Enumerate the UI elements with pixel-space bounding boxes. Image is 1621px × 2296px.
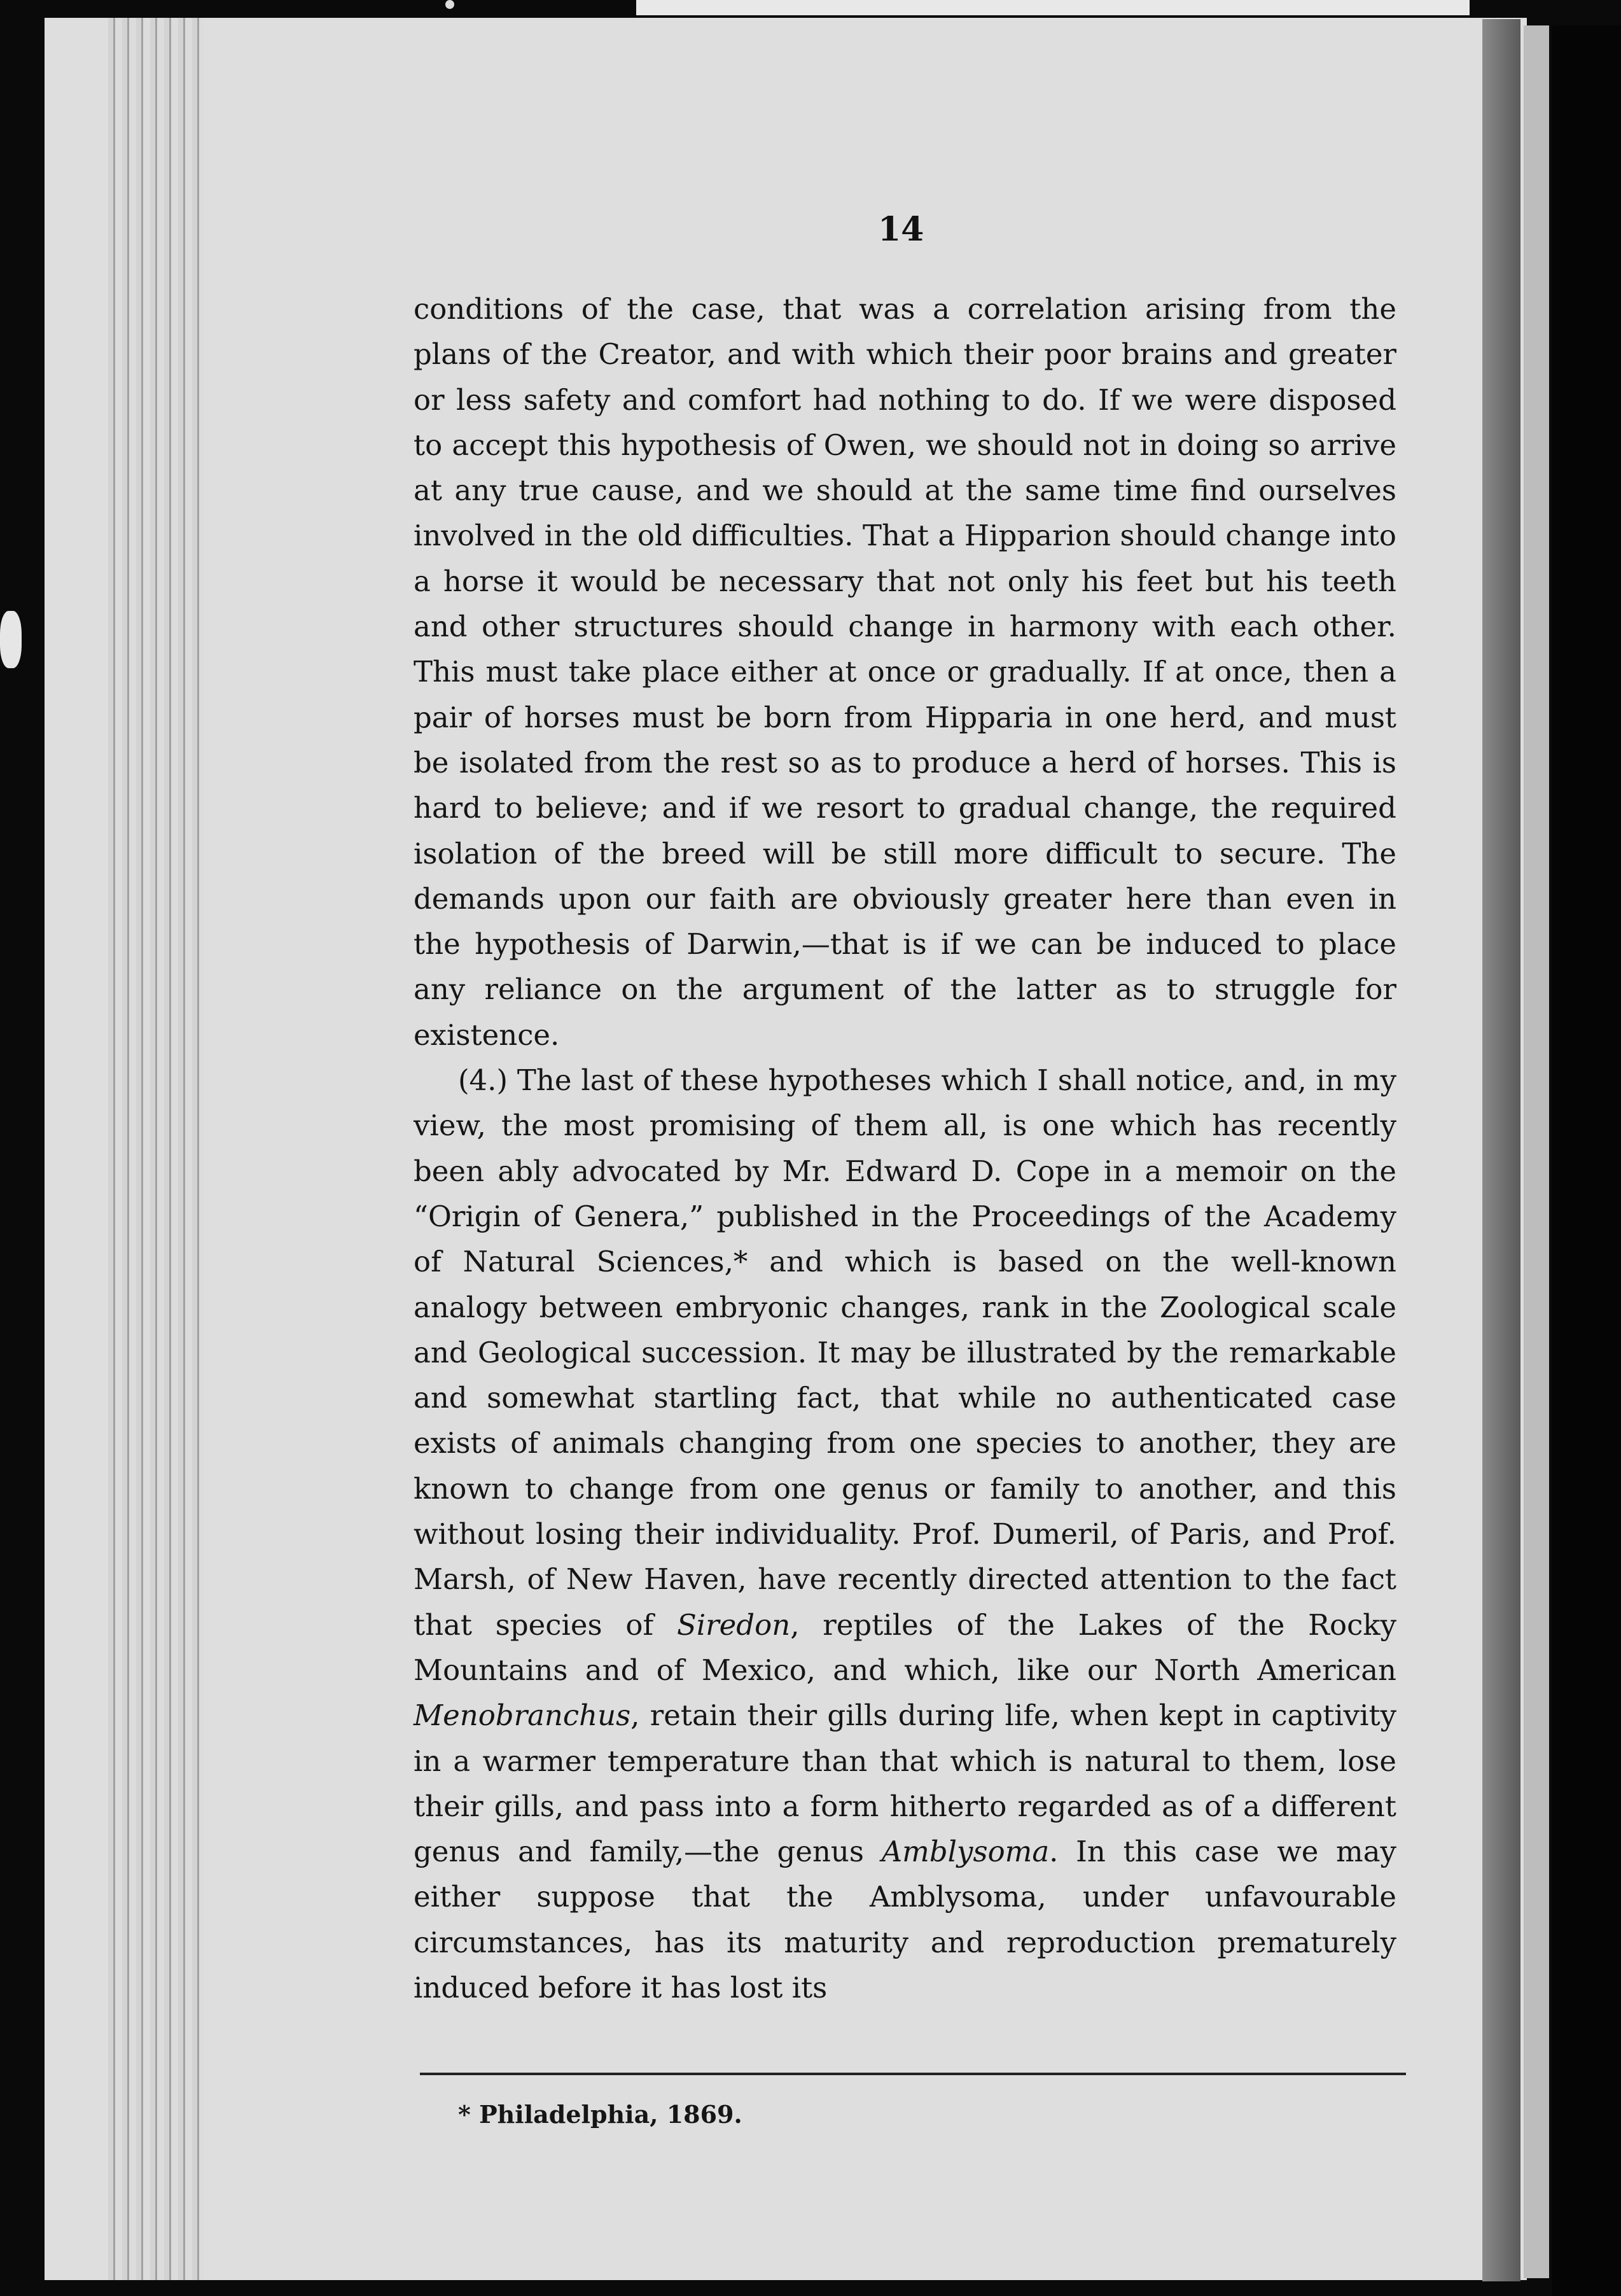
paragraph-2 (414, 1058, 1396, 2010)
footnote: * Philadelphia, 1869. (458, 2100, 742, 2129)
body-text (414, 286, 1396, 2010)
italic-amblysoma: Amblysoma (881, 1835, 1050, 1869)
scan-speck-small (445, 0, 454, 9)
page-edge-light (1524, 25, 1549, 2278)
page-edge-dark (1552, 25, 1621, 2296)
paragraph-2-part-2: , reptiles of the Lakes of the Rocky Mountains and of Mexico, and which, like our North American (414, 1607, 1396, 1687)
page-edge-shadow (1482, 19, 1520, 2281)
paragraph-2-part-4: . In this case we may either suppose that the Amblysoma, under unfavourable circumstances, has its maturity and reproduction prematurely induced before it has lost its (414, 1835, 1396, 2005)
paragraph-2-part-1: (4.) The last of these hypotheses which I shall notice, and, in my view, the most promising of them all, is one which has recently been ably advocated by Mr. Edward D. Cope in a memoir on the “Origin of Genera,” published in the Proceedings of the Academy of Natural Sciences,* and which is based on the well-known analogy between embryonic changes, rank in the Zoological scale and Geological succession. It may be illustrated by the remarkable and somewhat startling fact, that while no authenticated case exists of animals changing from one species to another, they are known to change from one genus or family to another, and this without losing their individuality. Prof. Dumeril, of Paris, and Prof. Marsh, of New Haven, have recently directed attention to the fact that species of (414, 1063, 1396, 1642)
footnote-rule (420, 2073, 1406, 2075)
page-number: 14 (878, 210, 924, 249)
paragraph-2-part-3: , retain their gills during life, when kept in captivity in a warmer temperature than that which is natural to them, lose their gills, and pass into a form hitherto regarded as of a different genus and family,—the genus (414, 1698, 1396, 1869)
paragraph-1: conditions of the case, that was a correlation arising from the plans of the Creator, and with which their poor brains and greater or less safety and comfort had nothing to do. If we were disposed to accept this hypothesis of Owen, we should not in doing so arrive at any true cause, and we should at the same time find ourselves involved in the old difficulties. That a Hipparion should change into a horse it would be necessary that not only his feet but his teeth and other structures should change in harmony with each other. This must take place either at once or gradually. If at once, then a pair of horses must be born from Hipparia in one herd, and must be isolated from the rest so as to produce a herd of horses. This is hard to believe; and if we resort to gradual change, the required isolation of the breed will be still more difficult to secure. The demands upon our faith are obviously greater here than even in the hypothesis of Darwin,—that is if we can be induced to place any reliance on the argument of the latter as to struggle for existence. (414, 292, 1396, 1052)
top-page-strip (636, 0, 1470, 15)
italic-siredon: Siredon (676, 1607, 791, 1642)
scan-speck (0, 611, 22, 668)
italic-menobranchus: Menobranchus (414, 1698, 631, 1733)
page-binding-lines (108, 18, 204, 2280)
